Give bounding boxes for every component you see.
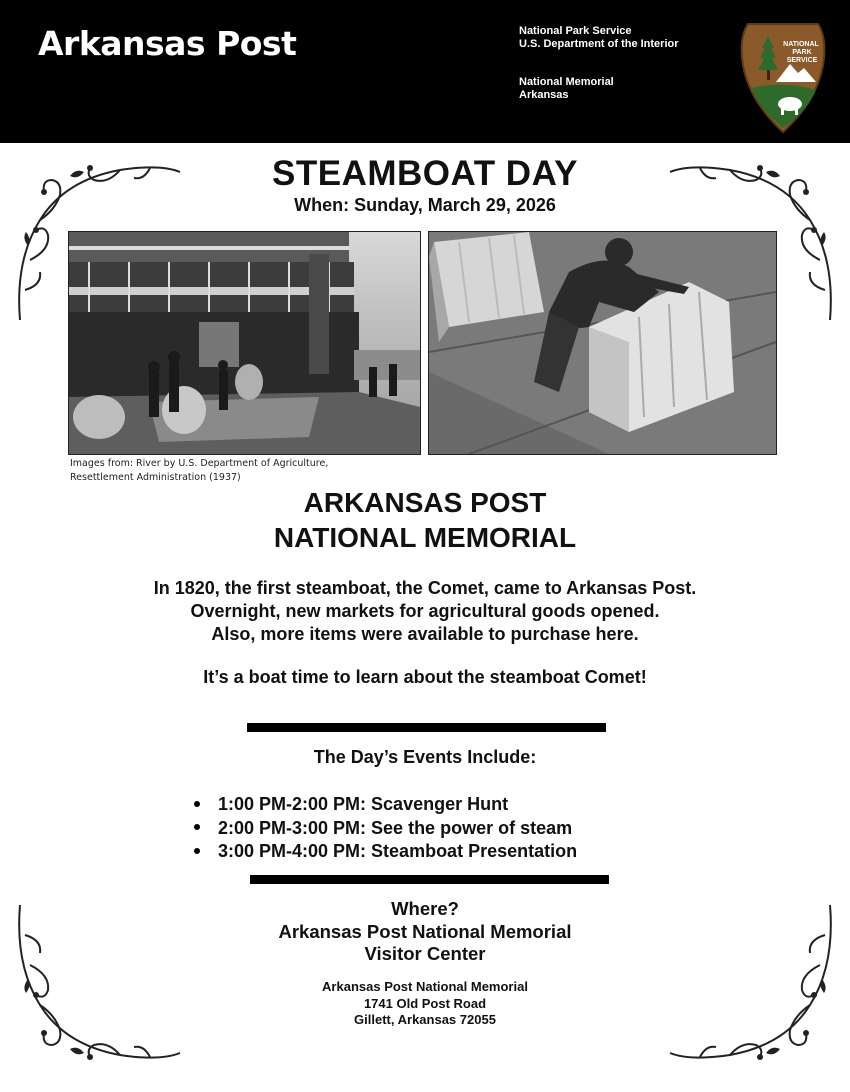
divider [250,875,609,884]
agency-name: National Park Service [519,25,632,37]
location-name: Arkansas Post National Memorial [278,920,572,942]
image-credit-line: Images from: River by U.S. Department of Agriculture, [70,458,329,469]
nps-arrowhead-logo [738,18,828,136]
events-heading: The Day’s Events Include: [313,747,537,767]
mailing-address [0,979,850,1029]
bullet-icon [194,824,200,830]
address-city: Gillett, Arkansas 72055 [354,1012,496,1027]
park-name: Arkansas Post [38,24,297,63]
event-item-text: 3:00 PM-4:00 PM: Steamboat Presentation [218,841,578,861]
header-banner [0,0,850,143]
steamboat-photo [68,231,421,455]
address-street: 1741 Old Post Road [363,995,487,1011]
list-item [190,817,577,841]
history-line: In 1820, the first steamboat, the Comet, came to Arkansas Post. [153,578,697,598]
logo-text-national: NATIONAL [783,41,819,48]
bullet-icon [194,801,200,807]
tagline: It’s a boat time to learn about the steamboat Comet! [203,667,647,687]
history-line: Overnight, new markets for agricultural goods opened. [190,601,660,621]
event-item-text: 1:00 PM-2:00 PM: Scavenger Hunt [218,794,509,814]
memorial-heading-line: NATIONAL MEMORIAL [273,522,577,553]
event-date: When: Sunday, March 29, 2026 [294,195,556,215]
logo-text-park: PARK [792,49,812,56]
logo-text-service: SERVICE [786,57,818,64]
events-list [190,793,577,864]
list-item [190,793,577,817]
image-credit [70,457,328,485]
memorial-heading [0,485,850,555]
address-name: Arkansas Post National Memorial [322,979,528,994]
history-paragraph [0,577,850,646]
state-name: Arkansas [519,89,569,101]
history-line: Also, more items were available to purchase here. [211,624,639,644]
divider [247,723,606,732]
location-block [0,898,850,966]
event-item-text: 2:00 PM-3:00 PM: See the power of steam [218,817,573,838]
bullet-icon [194,848,200,854]
location-building: Visitor Center [364,943,486,964]
event-title: STEAMBOAT DAY [272,154,578,193]
unit-block [519,76,614,102]
unit-type: National Memorial [519,76,614,88]
cotton-bale-photo [428,231,777,455]
image-credit-line: Resettlement Administration (1937) [70,472,241,483]
location-question: Where? [391,898,459,919]
agency-block [519,25,679,51]
memorial-heading-line: ARKANSAS POST [303,487,547,518]
list-item [190,840,577,864]
department-name: U.S. Department of the Interior [519,38,679,50]
